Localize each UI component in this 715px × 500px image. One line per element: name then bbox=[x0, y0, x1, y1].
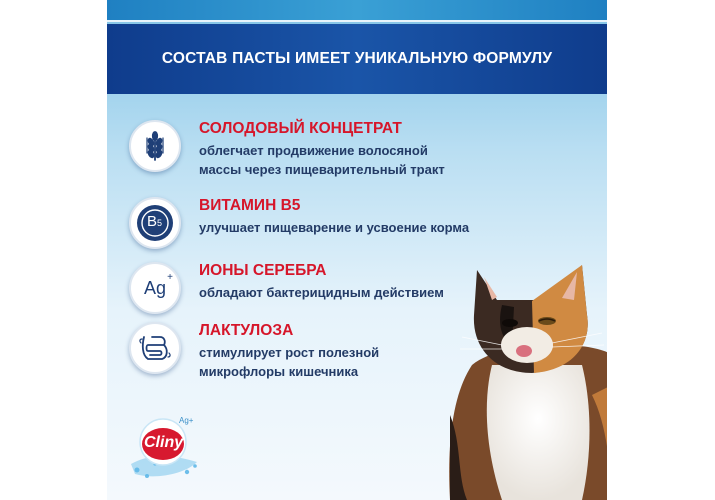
feature-description-line: массы через пищеварительный тракт bbox=[199, 162, 445, 177]
product-card bbox=[107, 0, 607, 500]
b5-sub: 5 bbox=[157, 218, 163, 228]
feature-description bbox=[199, 141, 499, 179]
intestine-icon bbox=[129, 322, 181, 374]
ag-sup: + bbox=[167, 271, 174, 283]
header-banner bbox=[107, 24, 607, 94]
feature-title: ИОНЫ СЕРЕБРА bbox=[199, 262, 327, 279]
b5-main: B bbox=[147, 213, 158, 230]
wheat-icon bbox=[129, 120, 181, 172]
feature-lactulose bbox=[129, 322, 459, 382]
feature-description-line: стимулирует рост полезной bbox=[199, 345, 380, 360]
header-title: СОСТАВ ПАСТЫ ИМЕЕТ УНИКАЛЬНУЮ ФОРМУЛУ bbox=[161, 50, 553, 67]
feature-malt bbox=[129, 120, 459, 180]
feature-description-line: обладают бактерицидным действием bbox=[199, 285, 444, 300]
vitamin-b5-icon bbox=[129, 197, 181, 249]
feature-vitamin-b5 bbox=[129, 197, 470, 257]
b5-label bbox=[147, 213, 162, 230]
feature-description-line: улучшает пищеварение и усвоение корма bbox=[199, 220, 470, 235]
ag-main: Ag bbox=[143, 277, 167, 298]
feature-title: ЛАКТУЛОЗА bbox=[199, 322, 294, 339]
cat-photo bbox=[442, 245, 607, 500]
feature-silver-ions bbox=[129, 262, 459, 322]
feature-description bbox=[199, 218, 499, 237]
ag-label bbox=[143, 271, 174, 299]
brand-badge: Ag+ bbox=[179, 416, 194, 425]
brand-name: Cliny bbox=[144, 434, 184, 451]
brand-logo bbox=[125, 412, 203, 484]
feature-description-line: облегчает продвижение волосяной bbox=[199, 143, 428, 158]
feature-title: СОЛОДОВЫЙ КОНЦЕТРАТ bbox=[199, 120, 402, 137]
feature-description-line: микрофлоры кишечника bbox=[199, 364, 359, 379]
feature-title: ВИТАМИН В5 bbox=[199, 197, 301, 214]
top-strip bbox=[107, 0, 607, 22]
silver-ions-icon bbox=[129, 262, 181, 314]
